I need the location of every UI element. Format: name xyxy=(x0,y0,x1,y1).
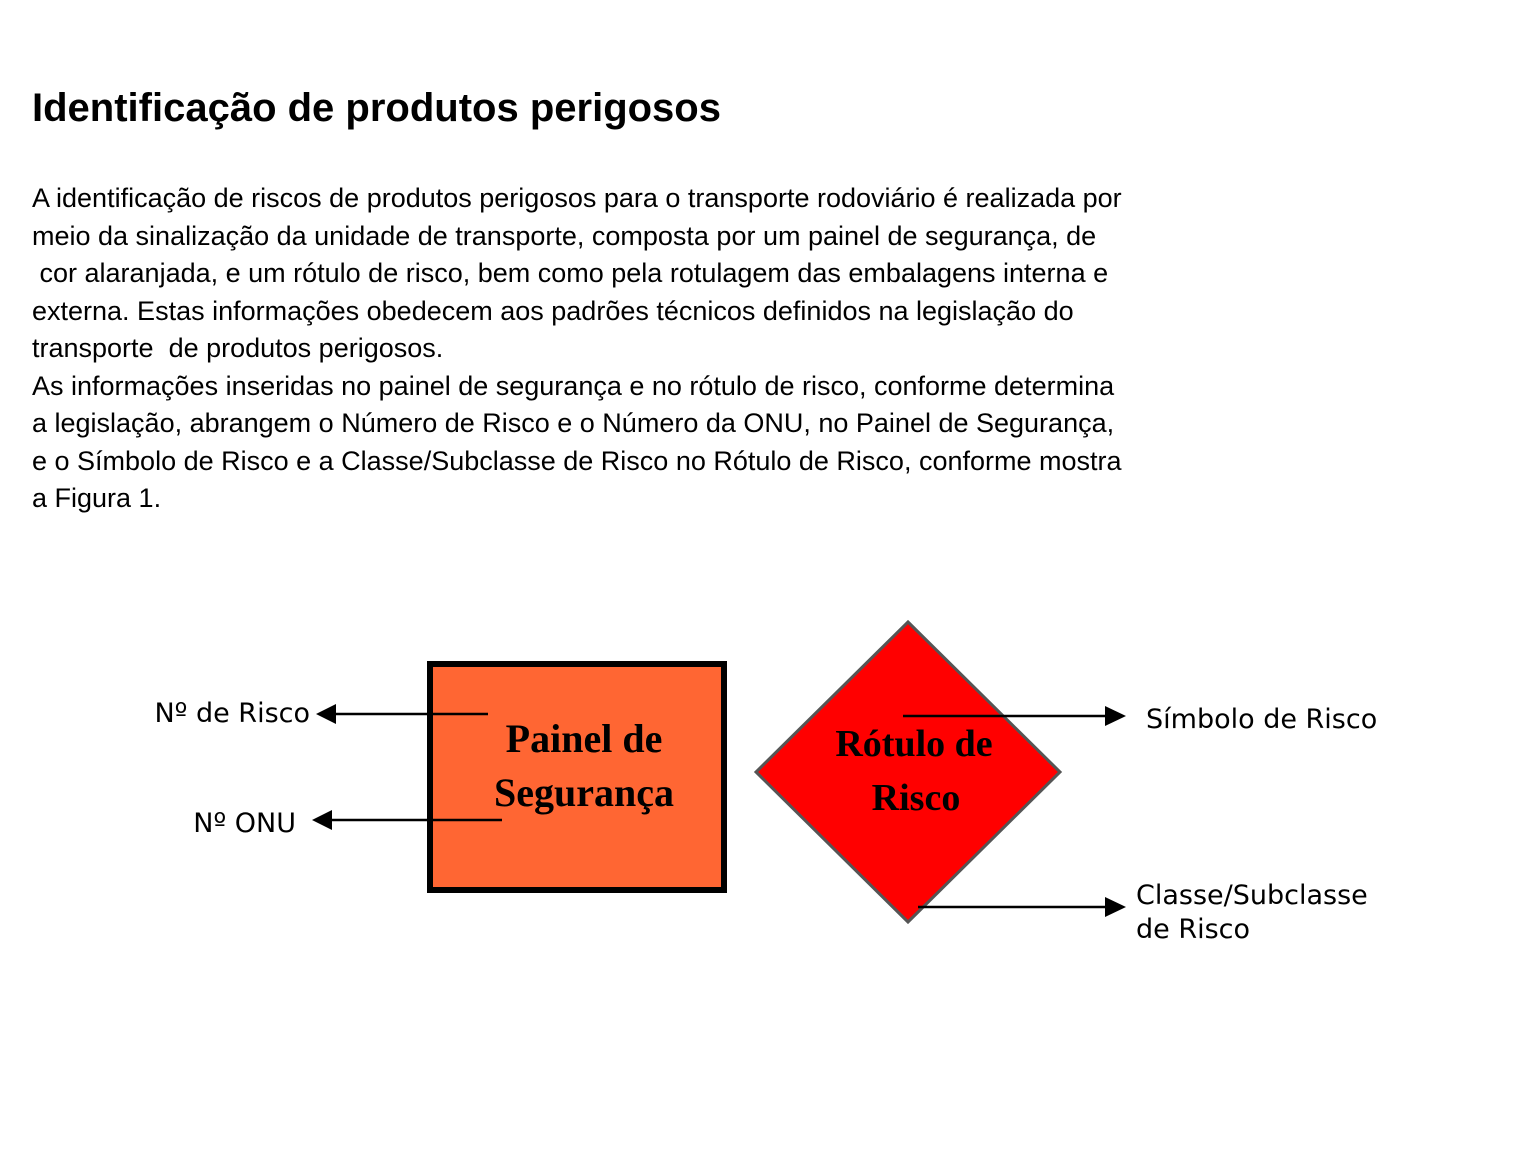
risk-symbol-label: Símbolo de Risco xyxy=(1146,704,1378,735)
paragraph-line: e o Símbolo de Risco e a Classe/Subclasse de Risco no Rótulo de Risco, conforme mostra xyxy=(32,445,1122,476)
risk-label-diamond xyxy=(756,622,1060,922)
body-paragraph xyxy=(32,180,1352,518)
risk-symbol-arrowhead xyxy=(1105,706,1126,726)
safety-panel-label-line1: Painel de xyxy=(505,716,663,761)
risk-class-label-line2: de Risco xyxy=(1136,914,1251,945)
risk-number-label: Nº de Risco xyxy=(154,698,310,729)
onu-number-arrowhead xyxy=(312,810,332,830)
risk-label-text-line2: Risco xyxy=(871,777,961,819)
onu-number-label: Nº ONU xyxy=(193,808,296,839)
paragraph-line: meio da sinalização da unidade de transporte, composta por um painel de segurança, de xyxy=(32,220,1097,251)
risk-label-text-line1: Rótulo de xyxy=(835,723,993,765)
safety-panel-label-line2: Segurança xyxy=(494,770,674,815)
risk-class-arrowhead xyxy=(1105,897,1126,917)
figure-1-diagram xyxy=(0,600,1536,980)
paragraph-line: externa. Estas informações obedecem aos padrões técnicos definidos na legislação do xyxy=(32,295,1074,326)
paragraph-line: transporte de produtos perigosos. xyxy=(32,333,444,363)
paragraph-line: cor alaranjada, e um rótulo de risco, bem como pela rotulagem das embalagens interna e xyxy=(32,258,1109,288)
paragraph-line: a Figura 1. xyxy=(32,483,162,513)
paragraph-line: A identificação de riscos de produtos perigosos para o transporte rodoviário é realizada por xyxy=(32,183,1122,213)
paragraph-line: a legislação, abrangem o Número de Risco e o Número da ONU, no Painel de Segurança, xyxy=(32,408,1115,438)
risk-class-label-line1: Classe/Subclasse xyxy=(1136,880,1368,911)
risk-number-arrowhead xyxy=(316,704,336,724)
page-title: Identificação de produtos perigosos xyxy=(32,86,721,130)
paragraph-line: As informações inseridas no painel de segurança e no rótulo de risco, conforme determina xyxy=(32,370,1115,401)
